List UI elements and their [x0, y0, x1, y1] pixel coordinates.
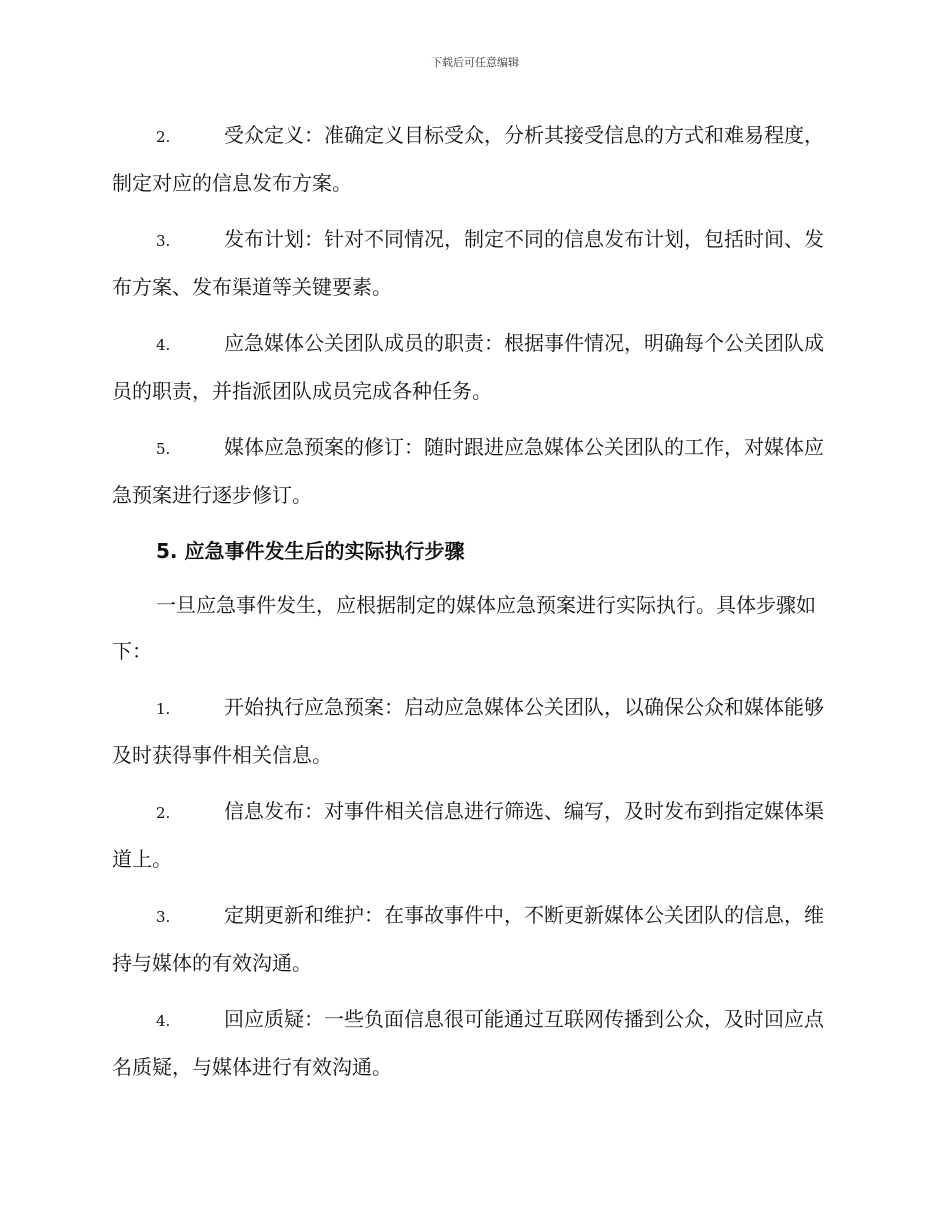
list-text: 回应质疑：一些负面信息很可能通过互联网传播到公众，及时回应点名质疑，与媒体进行有效沟通。 — [112, 1007, 824, 1079]
list-text: 应急媒体公关团队成员的职责：根据事件情况，明确每个公关团队成员的职责，并指派团队成员完成各种任务。 — [112, 331, 824, 403]
list-item — [112, 892, 836, 986]
list-item — [112, 684, 836, 778]
list-number: 2. — [156, 804, 171, 822]
list-text: 媒体应急预案的修订：随时跟进应急媒体公关团队的工作，对媒体应急预案进行逐步修订。 — [112, 435, 824, 507]
list-item — [112, 320, 836, 414]
list-text: 定期更新和维护：在事故事件中，不断更新媒体公关团队的信息，维持与媒体的有效沟通。 — [112, 903, 824, 975]
list-number: 3. — [156, 908, 171, 926]
list-text: 发布计划：针对不同情况，制定不同的信息发布计划，包括时间、发布方案、发布渠道等关键要素。 — [112, 227, 824, 299]
list-number: 4. — [156, 336, 171, 354]
list-item — [112, 112, 836, 206]
list-item — [112, 996, 836, 1090]
document-body — [112, 112, 836, 1100]
list-number: 1. — [156, 700, 171, 718]
list-number: 5. — [156, 440, 171, 458]
list-number: 3. — [156, 232, 171, 250]
list-text: 信息发布：对事件相关信息进行筛选、编写，及时发布到指定媒体渠道上。 — [112, 799, 824, 871]
list-text: 受众定义：准确定义目标受众，分析其接受信息的方式和难易程度，制定对应的信息发布方案。 — [112, 123, 824, 195]
list-item — [112, 424, 836, 518]
list-number: 2. — [156, 128, 171, 146]
list-number: 4. — [156, 1012, 171, 1030]
page-header: 下载后可任意编辑 — [431, 56, 519, 69]
list-text: 开始执行应急预案：启动应急媒体公关团队，以确保公众和媒体能够及时获得事件相关信息。 — [112, 695, 824, 767]
list-item — [112, 788, 836, 882]
section-intro: 一旦应急事件发生，应根据制定的媒体应急预案进行实际执行。具体步骤如下： — [112, 593, 816, 663]
list-item — [112, 216, 836, 310]
section-heading: 5. 应急事件发生后的实际执行步骤 — [156, 539, 465, 563]
